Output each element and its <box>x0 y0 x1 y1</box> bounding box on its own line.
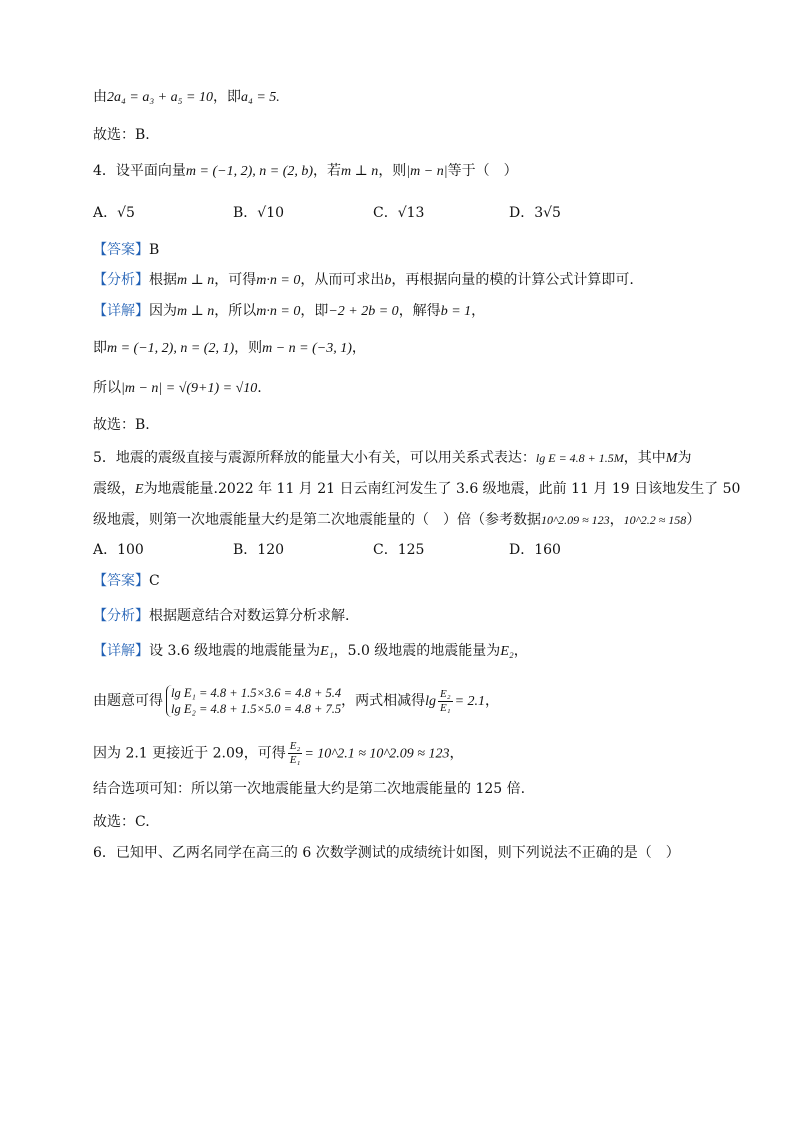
text: 级地震，则第一次地震能量大约是第二次地震能量的（ ）倍（参考数据 <box>93 512 541 528</box>
equation-system <box>166 685 341 717</box>
text: ，从而可求出 <box>300 272 385 288</box>
formula: b = 1 <box>440 304 472 319</box>
text: 震级， <box>93 481 135 497</box>
formula: |m − n| <box>406 164 448 179</box>
question-5-line-2 <box>93 479 740 500</box>
formula: = 10^2.1 ≈ 10^2.09 ≈ 123 <box>304 746 450 762</box>
text: 为地震能量.2022 年 11 月 21 日云南红河发生了 3.6 级地震，此前 11 月 19 日该地发生了 50 <box>143 481 741 497</box>
text: ， <box>609 512 624 528</box>
q4-option-a: A．√5 <box>93 205 135 221</box>
solution-line-a4 <box>93 87 280 108</box>
detail-tag: 【详解】 <box>93 303 149 319</box>
text: ，若 <box>313 163 342 179</box>
equation-2: lg E₂ = 4.8 + 1.5×5.0 = 4.8 + 7.5 <box>171 702 342 716</box>
answer-choice-line: 故选：B. <box>93 127 150 143</box>
text: 所以 <box>93 380 121 396</box>
text: ， <box>351 340 366 356</box>
formula: = 2.1 <box>454 694 486 709</box>
text: ， <box>449 745 464 762</box>
text: 根据 <box>149 272 177 288</box>
text: ，即 <box>212 89 241 105</box>
analysis-tag: 【分析】 <box>93 272 149 288</box>
q5-conclusion: 结合选项可知：所以第一次地震能量大约是第二次地震能量的 125 倍. <box>93 781 526 797</box>
denominator: E₁ <box>440 701 451 714</box>
formula: E₂ <box>500 644 514 659</box>
text: ，则 <box>234 340 263 356</box>
answer-tag: 【答案】 <box>93 242 149 258</box>
detail-tag: 【详解】 <box>93 643 149 659</box>
formula: m = (−1, 2), n = (2, 1) <box>107 341 235 356</box>
formula: lg E = 4.8 + 1.5M <box>535 451 624 465</box>
text: ，则 <box>378 163 407 179</box>
formula: m·n = 0 <box>256 304 301 319</box>
text: 由 <box>93 89 107 105</box>
question-4-stem <box>93 161 518 182</box>
question-5-line-1 <box>93 448 691 469</box>
q4-final-choice: 故选：B. <box>93 417 150 433</box>
formula: m = (−1, 2), n = (2, b) <box>185 164 314 179</box>
formula: lg <box>425 694 437 709</box>
text: ，所以 <box>214 303 257 319</box>
text: ， <box>471 303 486 319</box>
text: . <box>257 380 262 396</box>
q5-analysis <box>93 606 349 626</box>
question-5-line-3 <box>93 510 700 530</box>
fraction <box>438 688 453 715</box>
formula: m − n = (−3, 1) <box>262 341 352 356</box>
formula: E₁ <box>320 644 334 659</box>
formula: E <box>135 482 144 497</box>
formula: a₄ = 5. <box>240 90 280 105</box>
text: 根据题意结合对数运算分析求解. <box>149 608 350 624</box>
text: 因为 2.1 更接近于 2.09，可得 <box>93 745 286 762</box>
q4-option-c: C．√13 <box>373 205 425 221</box>
q5-answer <box>93 571 160 591</box>
numerator: E₂ <box>440 687 451 700</box>
q5-option-d: D．160 <box>509 542 561 558</box>
text: ，5.0 级地震的地震能量为 <box>333 643 501 659</box>
q5-option-a: A．100 <box>93 542 144 558</box>
q4-answer <box>93 240 159 260</box>
q4-step-2 <box>93 378 262 399</box>
q5-step-system <box>93 685 499 717</box>
equation-1: lg E₁ = 4.8 + 1.5×3.6 = 4.8 + 5.4 <box>171 686 342 700</box>
text: ， <box>513 643 528 659</box>
formula: m·n = 0 <box>256 273 301 288</box>
text: 4．设平面向量 <box>93 163 186 179</box>
text: ，再根据向量的模的计算公式计算即可. <box>391 272 634 288</box>
formula: |m − n| = √(9+1) = √10 <box>121 381 258 396</box>
text: ，即 <box>300 303 329 319</box>
formula: 10^2.2 ≈ 158 <box>623 513 687 527</box>
text: ，解得 <box>398 303 441 319</box>
analysis-tag: 【分析】 <box>93 608 149 624</box>
q5-step-approx <box>93 740 463 767</box>
q4-analysis <box>93 270 634 291</box>
q4-detail <box>93 301 485 322</box>
text: 因为 <box>149 303 177 319</box>
text: 5．地震的震级直接与震源所释放的能量大小有关，可以用关系式表达： <box>93 450 536 466</box>
denominator: E₁ <box>289 754 301 766</box>
text: ） <box>686 512 701 528</box>
formula: m ⊥ n <box>341 164 379 179</box>
q5-option-b: B．120 <box>233 542 285 558</box>
answer-value: C <box>149 573 160 589</box>
q4-option-d: D．3√5 <box>509 205 561 221</box>
text: ，两式相减得 <box>341 693 426 709</box>
answer-tag: 【答案】 <box>93 573 149 589</box>
q5-final-choice: 故选：C. <box>93 814 150 830</box>
text: ，可得 <box>214 272 257 288</box>
text: 等于（ ） <box>447 163 518 179</box>
question-6-stem: 6．已知甲、乙两名同学在高三的 6 次数学测试的成绩统计如图，则下列说法不正确的是（ ） <box>93 845 680 861</box>
q4-step-1 <box>93 338 366 359</box>
formula: −2 + 2b = 0 <box>328 304 399 319</box>
formula: m ⊥ n <box>177 273 215 288</box>
formula: M <box>665 451 678 466</box>
text: 设 3.6 级地震的地震能量为 <box>149 643 321 659</box>
answer-value: B <box>149 242 160 258</box>
q4-option-b: B．√10 <box>233 205 285 221</box>
formula: 10^2.09 ≈ 123 <box>541 513 610 527</box>
text: 即 <box>93 340 107 356</box>
text: ， <box>485 693 500 709</box>
text: 由题意可得 <box>93 693 163 709</box>
formula: m ⊥ n <box>177 304 215 319</box>
text: ，其中 <box>623 450 666 466</box>
formula: b <box>384 273 392 288</box>
q5-option-c: C．125 <box>373 542 425 558</box>
formula: 2a₄ = a₃ + a₅ = 10 <box>107 90 213 105</box>
fraction <box>288 740 303 767</box>
text: 为 <box>677 450 692 466</box>
q5-detail <box>93 641 528 662</box>
numerator: E₂ <box>289 740 301 752</box>
